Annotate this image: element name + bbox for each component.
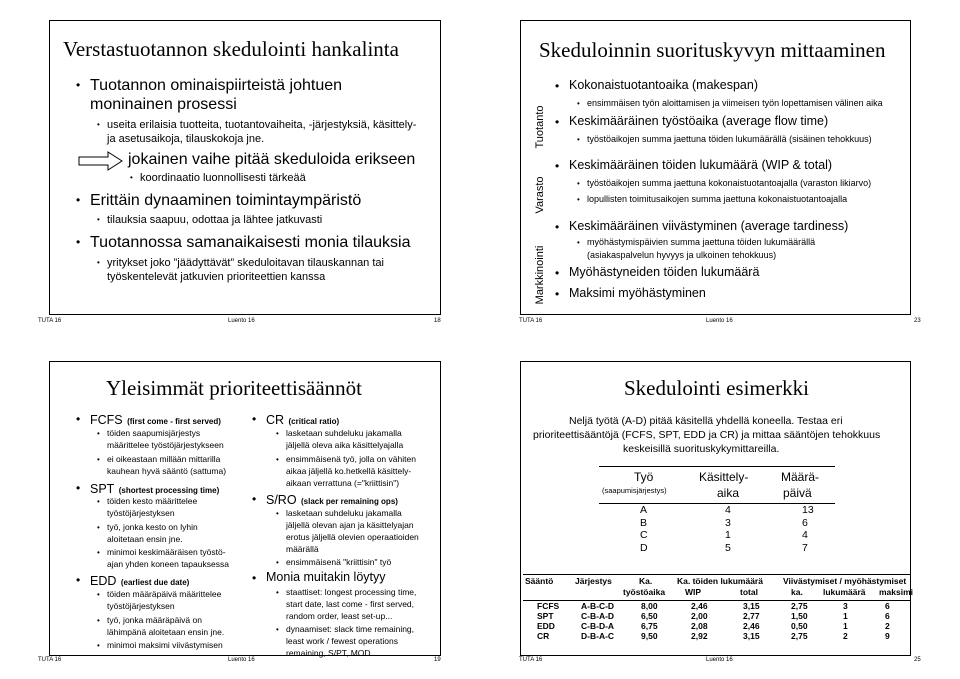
rule-text: • ensimmäisenä työ, jolla on vähiten xyxy=(286,454,416,464)
side-label-tuotanto: Tuotanto xyxy=(534,105,546,149)
footer-page: 19 xyxy=(434,657,441,663)
results-cell: 8,00 xyxy=(641,601,658,611)
results-cell: 6 xyxy=(885,611,890,621)
res-head-sub: maksimi xyxy=(879,587,914,597)
rule-heading xyxy=(90,411,221,429)
rule-text: • minimoi keskimääräisen työstö- xyxy=(107,547,226,557)
res-head: Järjestys xyxy=(575,576,612,586)
metric-desc: • myöhästymispäivien summa jaettuna töiden lukumäärällä xyxy=(587,237,815,247)
slide-title: Verstastuotannon skedulointi hankalinta xyxy=(63,37,399,61)
rule-text: • työ, jonka määräpäivä on xyxy=(107,615,202,625)
metric-desc: • työstöaikojen summa jaettuna töiden lukumäärällä (sisäinen tehokkuus) xyxy=(587,134,872,144)
footer-page: 18 xyxy=(434,318,441,324)
jobs-cell: 1 xyxy=(725,529,731,541)
sub-bullet-text: • yritykset joko ”jäädyttävät” skeduloitavan tilauskannan tai xyxy=(107,257,384,269)
jobs-cell: 5 xyxy=(725,541,731,554)
res-head: Sääntö xyxy=(525,576,554,586)
bullet-text: • Tuotannossa samanaikaisesti monia tilauksia xyxy=(90,234,410,252)
jobs-cell: 3 xyxy=(725,516,731,529)
intro-text: prioriteettisääntöjä (FCFS, SPT, EDD ja CR) ja mittaa sääntöjen tehokkuus xyxy=(533,429,881,441)
footer-lecture: Luento 16 xyxy=(706,318,733,324)
bullet-text: • Erittäin dynaaminen toimintaympäristö xyxy=(90,192,361,210)
res-head-sub: lukumäärä xyxy=(823,587,866,597)
jobs-cell: 4 xyxy=(725,504,731,516)
results-cell: 6 xyxy=(885,601,890,611)
side-label-markkinointi: Markkinointi xyxy=(534,245,546,305)
jobs-cell: 13 xyxy=(802,504,814,516)
results-cell: 9 xyxy=(885,631,890,641)
sub-bullet-text: • koordinaatio luonnollisesti tärkeää xyxy=(140,172,306,184)
results-cell: 2,46 xyxy=(743,621,760,631)
intro-text: Neljä työtä (A-D) pitää käsitellä yhdellä koneella. Testaa eri xyxy=(569,415,843,427)
rule-text: • työ, jonka kesto on lyhin xyxy=(107,522,198,532)
results-cell: C-B-D-A xyxy=(581,621,615,631)
rule-text: • töiden saapumisjärjestys xyxy=(107,428,200,438)
res-head: Viivästymiset / myöhästymiset xyxy=(783,576,907,586)
slide-title: Skedulointi esimerkki xyxy=(624,376,809,400)
rule-desc: (earliest due date) xyxy=(120,578,190,587)
col-header: Määrä- xyxy=(781,470,820,484)
results-cell: 2,77 xyxy=(743,611,760,621)
res-head: Ka. xyxy=(639,576,653,586)
rule-desc: (critical ratio) xyxy=(288,417,340,426)
results-cell: 1 xyxy=(843,621,848,631)
rule-text: erotus jäljellä olevien operaatioiden xyxy=(286,532,419,542)
rule-text: kauhean hyvä sääntö (sattuma) xyxy=(107,466,227,476)
rule-text: työstöjärjestyksen xyxy=(107,508,175,518)
rule-name: CR xyxy=(266,413,285,427)
jobs-table-body xyxy=(599,504,835,554)
results-cell: SPT xyxy=(537,611,554,621)
rule-text: aloitetaan ensin jne. xyxy=(107,534,183,544)
rule-text: työstöjärjestyksen xyxy=(107,601,175,611)
jobs-table-header xyxy=(599,466,835,504)
rule-name: SPT xyxy=(90,482,115,496)
rule-text: • ensimmäisenä "kriittisin" työ xyxy=(286,557,391,567)
slide-title: Skeduloinnin suorituskyvyn mittaaminen xyxy=(539,38,886,62)
rule-heading xyxy=(266,491,398,509)
footer-course: TUTA 16 xyxy=(38,657,62,663)
res-head-sub: WIP xyxy=(685,587,702,597)
arrow-icon xyxy=(78,151,124,171)
footer-course: TUTA 16 xyxy=(519,318,543,324)
rule-text: ajan yhden koneen tapauksessa xyxy=(107,559,229,569)
metric-title: • Keskimääräinen viivästyminen (average tardiness) xyxy=(569,219,848,233)
rule-text: määrällä xyxy=(286,544,319,554)
rule-name: EDD xyxy=(90,574,117,588)
slide-18 xyxy=(49,20,441,315)
footer-course: TUTA 16 xyxy=(519,657,543,663)
rule-text: aikaa jäljellä ko.hetkellä käsittely- xyxy=(286,466,412,476)
res-head: Ka. töiden lukumäärä xyxy=(677,576,763,586)
results-cell: 3,15 xyxy=(743,631,760,641)
metric-desc: (asiakaspalvelun hyvyys ja ulkoinen tehokkuus) xyxy=(587,250,777,260)
rule-name: S/RO xyxy=(266,493,297,507)
footer-lecture: Luento 16 xyxy=(228,318,255,324)
metric-desc: • työstöaikojen summa jaettuna kokonaistuotantoajalla (varaston likiarvo) xyxy=(587,178,871,188)
rule-text: määrittelee työstöjärjestykseen xyxy=(107,440,224,450)
rule-desc: (slack per remaining ops) xyxy=(301,497,398,506)
footer-page: 23 xyxy=(914,318,921,324)
jobs-cell: 4 xyxy=(802,529,808,541)
metric-title: • Myöhästyneiden töiden lukumäärä xyxy=(569,265,759,279)
res-head-sub: työstöaika xyxy=(623,587,666,597)
rule-text: start date, last come - first served, xyxy=(286,599,415,609)
footer-lecture: Luento 16 xyxy=(706,657,733,663)
jobs-cell: 7 xyxy=(802,541,808,554)
jobs-cell: B xyxy=(640,516,648,529)
rule-text: jäljellä olevan ajan ja käsittelyajan xyxy=(286,520,414,530)
footer-page: 25 xyxy=(914,657,921,663)
bullet-text: moninainen prosessi xyxy=(90,96,237,113)
rule-text: • lasketaan suhdeluku jakamalla xyxy=(286,508,402,518)
results-cell: FCFS xyxy=(537,601,560,611)
results-table xyxy=(523,574,914,641)
sub-bullet-text: • tilauksia saapuu, odottaa ja lähtee jatkuvasti xyxy=(107,214,322,226)
results-cell: 2,75 xyxy=(791,601,808,611)
results-cell: 2,92 xyxy=(691,631,708,641)
rule-text: • ei oikeastaan millään mittarilla xyxy=(107,454,220,464)
footer-lecture: Luento 16 xyxy=(228,657,255,663)
col-header: aika xyxy=(717,486,740,500)
results-cell: 2,46 xyxy=(691,601,708,611)
metric-desc: • ensimmäisen työn aloittamisen ja viimeisen työn lopettamisen välinen aika xyxy=(587,98,883,108)
jobs-cell: D xyxy=(640,541,648,554)
results-cell: C-B-A-D xyxy=(581,611,615,621)
results-cell: A-B-C-D xyxy=(581,601,615,611)
slide-23 xyxy=(520,20,911,315)
results-cell: 6,75 xyxy=(641,621,658,631)
side-label-varasto: Varasto xyxy=(534,176,546,214)
metric-title: • Kokonaistuotantoaika (makespan) xyxy=(569,78,758,92)
results-cell: EDD xyxy=(537,621,555,631)
results-cell: 0,50 xyxy=(791,621,808,631)
rule-text: • minimoi maksimi viivästymisen xyxy=(107,640,223,650)
col-header: Työ xyxy=(634,470,654,484)
sub-bullet-text: ja asetusaikoja, tilauskokoja jne. xyxy=(107,133,265,145)
rule-text: • staattiset: longest processing time, xyxy=(286,587,416,597)
results-cell: 1,50 xyxy=(791,611,808,621)
col-header-sub: (saapumisjärjestys) xyxy=(602,486,667,495)
rule-text: • töiden kesto määrittelee xyxy=(107,496,197,506)
rule-text: aikaan verrattuna (="kriittisin") xyxy=(286,478,400,488)
results-cell: 2,75 xyxy=(791,631,808,641)
arrow-heading: jokainen vaihe pitää skeduloida erikseen xyxy=(128,151,416,168)
rule-text: least work / fewest operations xyxy=(286,636,398,646)
rule-desc: (shortest processing time) xyxy=(118,486,220,495)
results-cell: 2 xyxy=(843,631,848,641)
results-cell: 9,50 xyxy=(641,631,658,641)
rule-name: FCFS xyxy=(90,413,123,427)
rule-text: • lasketaan suhdeluku jakamalla xyxy=(286,428,402,438)
rule-text: • dynaamiset: slack time remaining, xyxy=(286,624,414,634)
rule-heading xyxy=(90,572,189,590)
slide-19 xyxy=(49,361,441,656)
rule-text: • töiden määräpäivä määrittelee xyxy=(107,589,221,599)
res-head-sub: total xyxy=(740,587,758,597)
bullet-text: • Tuotannon ominaispiirteistä johtuen xyxy=(90,77,342,95)
slide-25 xyxy=(520,361,914,656)
sub-bullet-text: työskentelevät jatkuvien prioriteettien kanssa xyxy=(107,271,326,283)
results-cell: D-B-A-C xyxy=(581,631,615,641)
rule-desc: (first come - first served) xyxy=(127,417,221,426)
results-cell: 2,08 xyxy=(691,621,708,631)
rule-text: jäljellä oleva aika käsittelyajalla xyxy=(286,440,404,450)
jobs-cell: A xyxy=(640,504,648,516)
results-cell: 2 xyxy=(885,621,890,631)
results-cell: 6,50 xyxy=(641,611,658,621)
metric-title: • Keskimääräinen töiden lukumäärä (WIP & total) xyxy=(569,158,832,172)
res-head-sub: ka. xyxy=(791,587,803,597)
jobs-cell: C xyxy=(640,529,648,541)
col-header: Käsittely- xyxy=(699,470,749,484)
results-cell: 1 xyxy=(843,611,848,621)
rule-heading: • Monia muitakin löytyy xyxy=(266,570,386,584)
results-cell: CR xyxy=(537,631,550,641)
rule-heading xyxy=(266,411,339,429)
results-cell: 2,00 xyxy=(691,611,708,621)
metric-desc: • lopullisten toimitusaikojen summa jaettuna kokonaistuotantoajalla xyxy=(587,194,847,204)
rule-text: remaining, S/PT, MOD... xyxy=(286,648,378,658)
intro-text: keskeisillä suorituskykymittareilla. xyxy=(623,443,780,455)
col-header: päivä xyxy=(783,486,812,500)
footer-course: TUTA 16 xyxy=(38,318,62,324)
results-cell: 3 xyxy=(843,601,848,611)
metric-title: • Maksimi myöhästyminen xyxy=(569,286,706,300)
slide-title: Yleisimmät prioriteettisäännöt xyxy=(106,376,363,400)
metric-title: • Keskimääräinen työstöaika (average flow time) xyxy=(569,114,828,128)
rule-text: lähimpänä aloitetaan ensin jne. xyxy=(107,627,225,637)
sub-bullet-text: • useita erilaisia tuotteita, tuotantovaiheita, -järjestyksiä, käsittely- xyxy=(107,119,416,131)
results-cell: 3,15 xyxy=(743,601,760,611)
rule-text: random order, least set-up... xyxy=(286,611,393,621)
results-body xyxy=(523,601,911,649)
jobs-cell: 6 xyxy=(802,516,808,529)
